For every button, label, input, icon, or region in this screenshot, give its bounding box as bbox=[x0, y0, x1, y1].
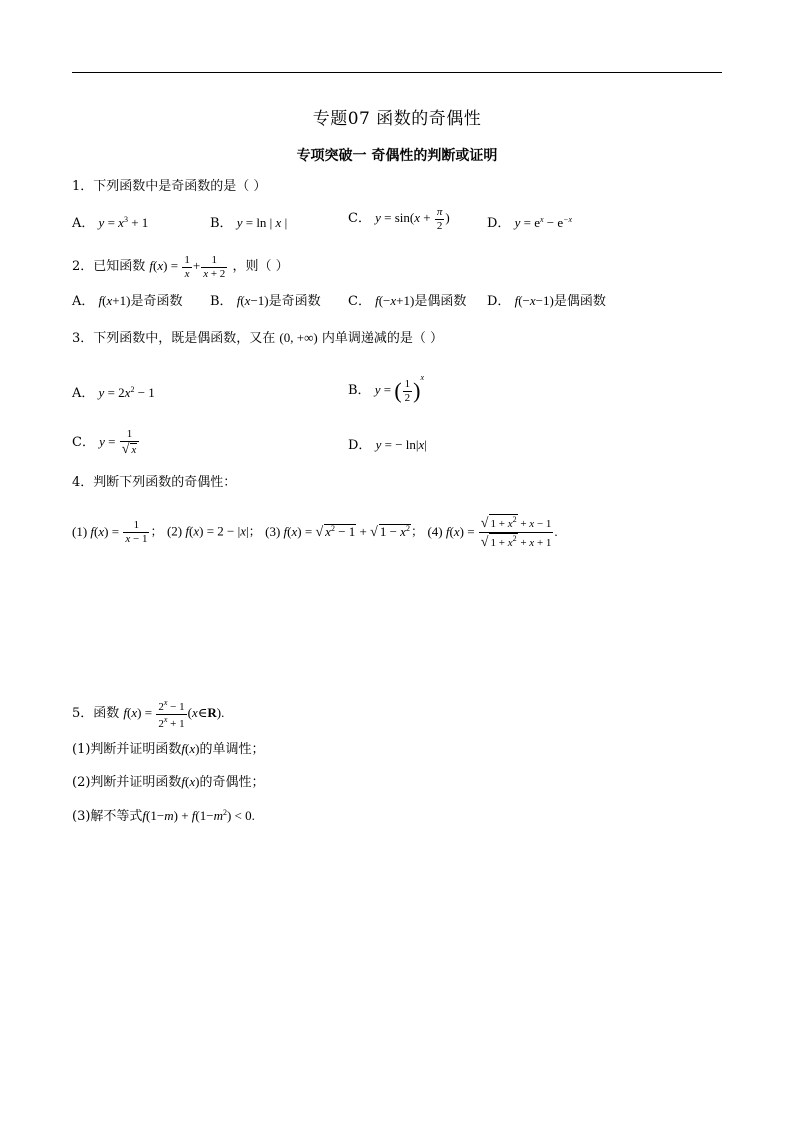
q5-part3 bbox=[72, 809, 255, 823]
q2-option-a bbox=[72, 294, 182, 308]
page-title: 专题07 函数的奇偶性 bbox=[312, 109, 482, 129]
q5-p2-suffix: 的奇偶性； bbox=[199, 775, 265, 790]
q2-d-formula: f(−x−1) bbox=[514, 293, 554, 308]
q2-c-formula: f(−x+1) bbox=[375, 293, 415, 308]
q2-formula: f(x) = $\frac{1}{x}$ + $\frac{1}{x + 2}$ bbox=[149, 254, 226, 280]
q4-sep1: ； bbox=[150, 523, 163, 539]
q5-formula: f(x) = $\frac{2^x - 1}{2^x + 1}$ (x∈R). bbox=[123, 698, 225, 730]
q5-p3-inequality: $f(1-m) + f(1-m^2) < 0$. bbox=[142, 808, 255, 823]
q3-b-formula: y = ( $\frac{1}{2}$ )$^x$ bbox=[374, 373, 425, 404]
q3-b-label: B． bbox=[348, 383, 371, 398]
q3-option-b bbox=[348, 374, 424, 404]
q5-part1 bbox=[72, 742, 265, 756]
q3-c-formula: y = $\frac{1}{√ x}$ bbox=[99, 434, 140, 449]
q2-option-c bbox=[348, 294, 466, 308]
section-subtitle: 专项突破一 奇偶性的判断或证明 bbox=[296, 148, 498, 164]
q1-a-formula: $y = x^3 + 1$ bbox=[98, 215, 149, 230]
q1-c-label: C． bbox=[348, 211, 371, 227]
q2-a-label: A． bbox=[72, 294, 95, 309]
q4-stem: 4．判断下列函数的奇偶性： bbox=[72, 475, 237, 490]
q5-stem bbox=[72, 698, 224, 730]
q2-d-suffix: 是偶函数 bbox=[553, 294, 606, 309]
q2-stem bbox=[72, 254, 289, 280]
header-rule bbox=[72, 72, 722, 73]
q1-option-c bbox=[348, 206, 450, 232]
q4-part2: (2) f(x) = 2 − |x| bbox=[166, 523, 249, 539]
q2-a-suffix: 是奇函数 bbox=[130, 294, 183, 309]
q1-d-formula: $y = e^x - e^{-x}$ bbox=[514, 215, 573, 230]
q2-c-suffix: 是偶函数 bbox=[414, 294, 467, 309]
q5-p1-suffix: 的单调性； bbox=[199, 742, 265, 757]
q3-option-a bbox=[72, 386, 155, 400]
q3-stem-prefix: 3．下列函数中，既是偶函数，又在 bbox=[72, 331, 276, 346]
q2-stem-suffix: ，则（ ） bbox=[232, 259, 289, 275]
q1-option-a bbox=[72, 216, 148, 230]
q5-p1-prefix: (1)判断并证明函数 bbox=[72, 742, 182, 757]
q1-b-formula: y = ln | x | bbox=[236, 215, 288, 230]
q4-part3: (3) f(x) = √ $x^2 - 1$ + √ $1 - x^2$ bbox=[265, 523, 410, 540]
q5-p3-prefix: (3)解不等式 bbox=[72, 809, 143, 824]
q1-c-formula: y = sin(x + $\frac{\pi}{2}$ ) bbox=[375, 206, 450, 232]
q2-c-label: C． bbox=[348, 294, 371, 309]
q2-b-suffix: 是奇函数 bbox=[268, 294, 321, 309]
q2-option-b bbox=[210, 294, 321, 308]
q1-option-d bbox=[487, 216, 572, 230]
q1-stem: 1．下列函数中是奇函数的是（ ） bbox=[72, 179, 267, 194]
q1-option-b bbox=[210, 216, 287, 230]
q2-b-label: B． bbox=[210, 294, 233, 309]
q2-d-label: D． bbox=[487, 294, 511, 309]
q4-parts bbox=[72, 514, 558, 551]
q3-stem-suffix: 内单调递减的是（ ） bbox=[321, 331, 443, 346]
q5-p2-fx: f(x) bbox=[181, 774, 200, 789]
q4-part1: (1) f(x) = $\frac{1}{x - 1}$ bbox=[72, 519, 148, 546]
q1-b-label: B． bbox=[210, 216, 233, 231]
q4-sep3: ； bbox=[410, 523, 424, 539]
q1-a-label: A． bbox=[72, 216, 95, 231]
q5-p1-fx: f(x) bbox=[181, 741, 200, 756]
q4-part4: (4) f(x) = $\frac{√ 1 + x^2 + x - 1}{√ 1 + x^2 + x + 1}$ . bbox=[427, 515, 558, 551]
q2-a-formula: f(x+1) bbox=[98, 293, 131, 308]
q3-a-formula: $y = 2x^2 - 1$ bbox=[98, 385, 155, 400]
q3-stem bbox=[72, 331, 443, 345]
q3-d-formula: y = − ln|x| bbox=[375, 437, 427, 452]
q3-option-d bbox=[348, 438, 427, 452]
q2-option-d bbox=[487, 294, 606, 308]
q4-sep2: ； bbox=[248, 523, 262, 539]
q3-interval: (0, +∞) bbox=[279, 330, 318, 345]
q3-option-c bbox=[72, 428, 140, 458]
q5-stem-prefix: 5．函数 bbox=[72, 706, 120, 722]
q5-part2 bbox=[72, 775, 265, 789]
q1-d-label: D． bbox=[487, 216, 511, 231]
q5-p2-prefix: (2)判断并证明函数 bbox=[72, 775, 182, 790]
q3-d-label: D． bbox=[348, 438, 372, 453]
q2-stem-prefix: 2．已知函数 bbox=[72, 259, 146, 275]
q2-b-formula: f(x−1) bbox=[236, 293, 269, 308]
q3-a-label: A． bbox=[72, 386, 95, 401]
q3-c-label: C． bbox=[72, 434, 95, 450]
